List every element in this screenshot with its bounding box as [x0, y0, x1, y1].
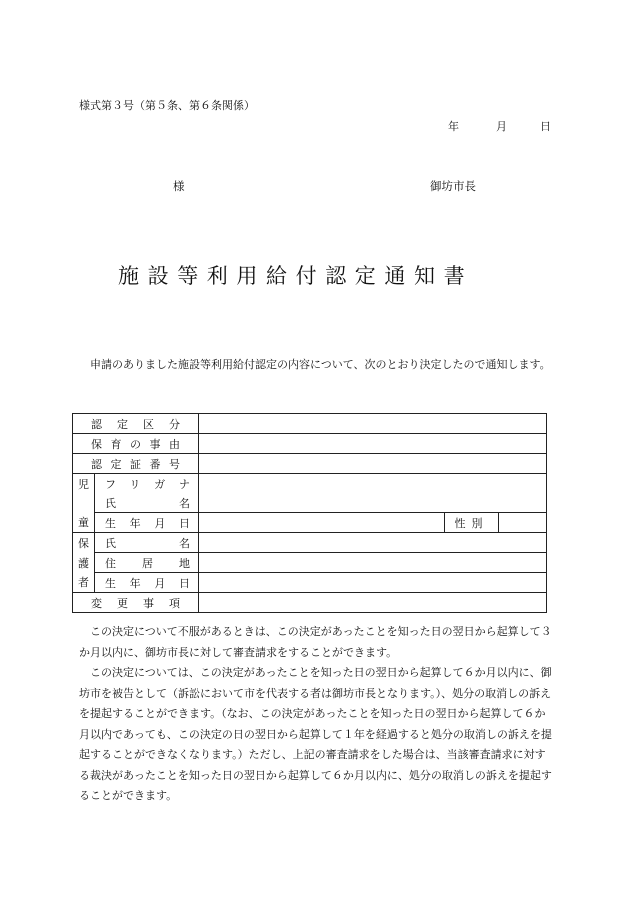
appeal-paragraph-2: この決定については、この決定があったことを知った日の翌日から起算して６か月以内に、御坊市を被告として（訴訟において市を代表する者は御坊市長となります。）、処分の取消しの訴えを提起することができます。（なお、この決定があったことを知った日の翌日から起算して６か月以内であっても、この決定の日の翌日から起算して１年を経過すると処分の取消しの訴えを提起することができなくなります。）ただし、上記の審査請求をした場合は、当該審査請求に対する裁決があったことを知った日の翌日から起算して６か月以内に、処分の取消しの訴えを提起することができます。	[79, 666, 552, 802]
table-row	[73, 454, 547, 474]
child-name-label: 氏名	[95, 493, 199, 513]
guardian-group-label: 保	[73, 533, 95, 553]
form-number: 様式第３号（第５条、第６条関係）	[79, 99, 255, 112]
sex-label: 性別	[445, 513, 499, 533]
table-row	[73, 474, 547, 494]
table-row	[73, 593, 547, 613]
table-row	[73, 533, 547, 553]
childcare-reason-value[interactable]	[199, 434, 547, 454]
child-group-label: 童	[73, 513, 95, 533]
childcare-reason-label: 保育の事由	[73, 434, 199, 454]
child-group-label: 児	[73, 474, 95, 494]
changes-label: 変更事項	[73, 593, 199, 613]
certificate-number-value[interactable]	[199, 454, 547, 474]
child-group-label	[73, 493, 95, 513]
table-row	[73, 573, 547, 593]
sex-value[interactable]	[499, 513, 547, 533]
table-row	[73, 513, 547, 533]
certification-category-label: 認定区分	[73, 414, 199, 434]
guardian-group-label: 者	[73, 573, 95, 593]
sender-name: 御坊市長	[430, 179, 476, 193]
date-day-label: 日	[540, 120, 551, 133]
guardian-name-value[interactable]	[199, 533, 547, 553]
intro-paragraph: 申請のありました施設等利用給付認定の内容について、次のとおり決定したので通知します。	[90, 358, 551, 371]
furigana-value[interactable]	[199, 474, 547, 494]
address-label: 住居地	[95, 553, 199, 573]
guardian-birthdate-label: 生年月日	[95, 573, 199, 593]
table-row	[73, 434, 547, 454]
date-month-label: 月	[496, 120, 507, 133]
guardian-birthdate-value[interactable]	[199, 573, 547, 593]
certification-category-value[interactable]	[199, 414, 547, 434]
changes-value[interactable]	[199, 593, 547, 613]
table-row	[73, 414, 547, 434]
guardian-group-label: 護	[73, 553, 95, 573]
address-value[interactable]	[199, 553, 547, 573]
recipient-suffix: 様	[173, 179, 185, 193]
date-year-label: 年	[448, 120, 459, 133]
child-birthdate-label: 生年月日	[95, 513, 199, 533]
certification-table	[72, 413, 547, 613]
table-row	[73, 493, 547, 513]
child-name-value[interactable]	[199, 493, 547, 513]
furigana-label: フリガナ	[95, 474, 199, 494]
certificate-number-label: 認定証番号	[73, 454, 199, 474]
appeal-paragraph-1: この決定について不服があるときは、この決定があったことを知った日の翌日から起算して３か月以内に、御坊市長に対して審査請求をすることができます。	[79, 625, 552, 659]
table-row	[73, 553, 547, 573]
child-birthdate-value[interactable]	[199, 513, 445, 533]
guardian-name-label: 氏名	[95, 533, 199, 553]
document-title: 施設等利用給付認定通知書	[118, 264, 474, 288]
